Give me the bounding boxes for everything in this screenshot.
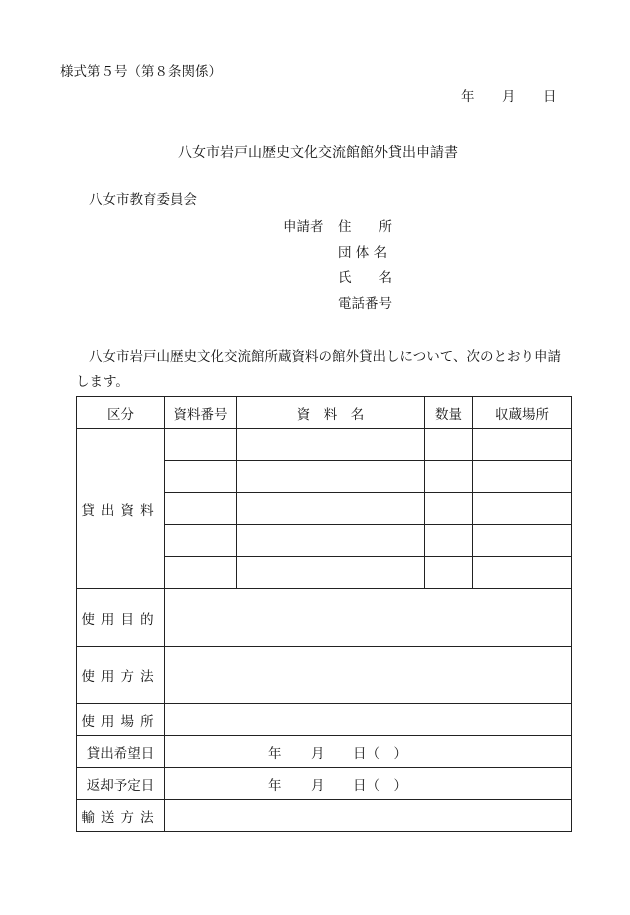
applicant-address-label: 住 所 [338,219,392,235]
return-date-cell[interactable] [165,768,572,800]
intro-line-2: します。 [76,374,129,390]
place-label: 使用場所 [77,704,165,736]
header-storage-location: 収蔵場所 [473,397,572,429]
item-name-cell[interactable] [237,429,425,461]
applicant-organization-label: 団 体 名 [338,245,388,261]
document-title: 八女市岩戸山歴史文化交流館館外貸出申請書 [178,145,458,161]
header-item-number: 資料番号 [165,397,237,429]
quantity-cell[interactable] [425,461,473,493]
applicant-name-label: 氏 名 [338,270,392,286]
date-day: 日 [543,89,557,105]
quantity-cell[interactable] [425,525,473,557]
loan-items-label: 貸出資料 [77,429,165,589]
place-row [77,704,572,736]
return-date-day: 日（ ） [353,777,407,794]
header-item-name: 資 料 名 [237,397,425,429]
purpose-cell[interactable] [165,589,572,647]
method-cell[interactable] [165,647,572,704]
loan-date-label: 貸出希望日 [77,736,165,768]
location-cell[interactable] [473,429,572,461]
transport-row [77,800,572,832]
header-category: 区分 [77,397,165,429]
loan-date-day: 日（ ） [353,745,407,762]
applicant-phone-label: 電話番号 [338,296,392,312]
quantity-cell[interactable] [425,557,473,589]
item-number-cell[interactable] [165,525,237,557]
table-row [77,429,572,461]
item-name-cell[interactable] [237,525,425,557]
location-cell[interactable] [473,461,572,493]
date-year: 年 [461,89,475,105]
location-cell[interactable] [473,557,572,589]
intro-line-1: 八女市岩戸山歴史文化交流館所蔵資料の館外貸出しについて、次のとおり申請 [89,349,561,365]
recipient: 八女市教育委員会 [89,192,197,208]
date-month: 月 [502,89,516,105]
method-row [77,647,572,704]
item-number-cell[interactable] [165,429,237,461]
transport-cell[interactable] [165,800,572,832]
return-date-row [77,768,572,800]
loan-application-table [76,396,572,832]
loan-date-year: 年 [268,745,282,762]
applicant-label: 申請者 [283,219,324,235]
return-date-year: 年 [268,777,282,794]
location-cell[interactable] [473,493,572,525]
item-number-cell[interactable] [165,557,237,589]
method-label: 使用方法 [77,647,165,704]
item-number-cell[interactable] [165,461,237,493]
location-cell[interactable] [473,525,572,557]
form-number: 様式第５号（第８条関係） [60,64,222,80]
item-name-cell[interactable] [237,461,425,493]
item-name-cell[interactable] [237,493,425,525]
loan-date-cell[interactable] [165,736,572,768]
return-date-month: 月 [311,777,325,794]
place-cell[interactable] [165,704,572,736]
loan-date-row [77,736,572,768]
loan-date-month: 月 [311,745,325,762]
purpose-row [77,589,572,647]
transport-label: 輸送方法 [77,800,165,832]
item-number-cell[interactable] [165,493,237,525]
return-date-label: 返却予定日 [77,768,165,800]
quantity-cell[interactable] [425,429,473,461]
purpose-label: 使用目的 [77,589,165,647]
quantity-cell[interactable] [425,493,473,525]
header-quantity: 数量 [425,397,473,429]
table-header-row [77,397,572,429]
item-name-cell[interactable] [237,557,425,589]
